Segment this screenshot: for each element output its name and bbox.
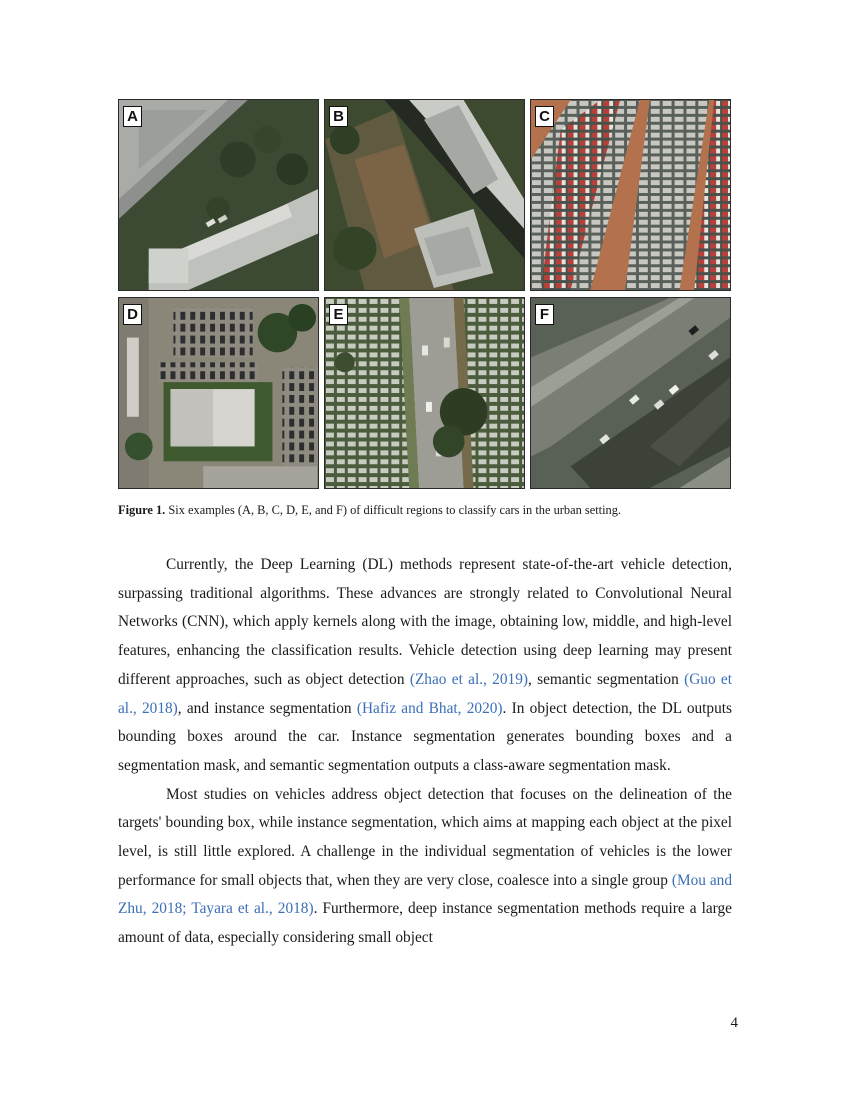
citation-guo[interactable]: (Guo et al., 2018) <box>118 670 732 717</box>
aerial-image-e <box>324 297 525 489</box>
caption-text: Six examples (A, B, C, D, E, and F) of difficult regions to classify cars in the urban setting. <box>168 503 622 517</box>
figure-caption <box>118 502 738 518</box>
body-text <box>118 551 732 953</box>
paragraph-2 <box>118 781 732 953</box>
paragraph-1 <box>118 551 732 781</box>
panel-label-a: A <box>123 106 142 127</box>
panel-label-d: D <box>123 304 142 325</box>
aerial-image-d <box>118 297 319 489</box>
panel-label-e: E <box>329 304 348 325</box>
aerial-image-c <box>530 99 731 291</box>
paragraph-2-text-2: . Furthermore, deep instance segmentation methods require a large amount of data, especially considering small object <box>118 900 732 947</box>
panel-label-c: C <box>535 106 554 127</box>
paragraph-2-text-1: Most studies on vehicles address object detection that focuses on the delineation of the targets' bounding box, while instance segmentation, which aims at mapping each object at the pixel level, is still little explored. A challenge in the individual segmentation of vehicles is the lower performance for small objects that, when they are very close, coalesce into a single group <box>118 785 732 889</box>
figure-1 <box>118 99 732 490</box>
paragraph-1-text-4: . In object detection, the DL outputs bounding boxes around the car. Instance segmentation generates bounding boxes and a segmentation mask, and semantic segmentation outputs a class-aware segmentation mask. <box>118 699 732 774</box>
aerial-image-f <box>530 297 731 489</box>
panel-label-f: F <box>535 304 554 325</box>
paragraph-1-text-1: Currently, the Deep Learning (DL) methods represent state-of-the-art vehicle detection, surpassing traditional algorithms. These advances are strongly related to Convolutional Neural Networks (CNN), which apply kernels along with the image, obtaining low, middle, and high-level features, enhancing the classification results. Vehicle detection using deep learning may present different approaches, such as object detection <box>118 556 732 688</box>
paragraph-1-text-3: , and instance segmentation <box>177 699 357 717</box>
citation-zhao[interactable]: (Zhao et al., 2019) <box>409 670 528 688</box>
aerial-image-a <box>118 99 319 291</box>
citation-mou-tayara[interactable]: (Mou and Zhu, 2018; Tayara et al., 2018) <box>118 871 732 918</box>
page-number: 4 <box>730 1015 738 1031</box>
paragraph-1-text-2: , semantic segmentation <box>527 670 685 688</box>
caption-label: Figure 1. <box>118 503 166 517</box>
aerial-image-b <box>324 99 525 291</box>
citation-hafiz[interactable]: (Hafiz and Bhat, 2020) <box>356 699 503 717</box>
panel-label-b: B <box>329 106 348 127</box>
